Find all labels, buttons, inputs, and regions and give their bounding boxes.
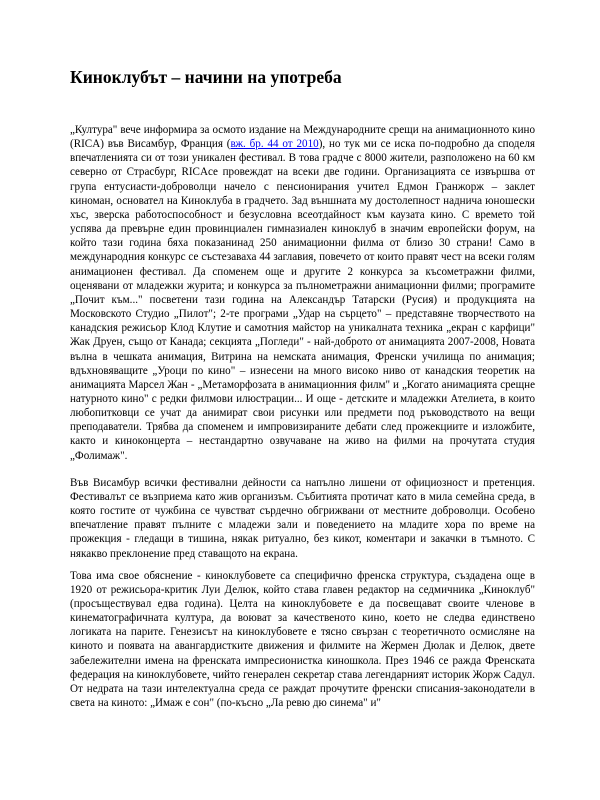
paragraph-1-text-rest: ), но тук ми се иска по-подробно да споделя впечатленията си от този уникален фестивал. В това градче с 8000 жители, разположено на 60 км северно от Страсбург, RICAсе провеждат на всеки две години. Организацията се извършва от група ентусиасти-доброволци начело с пенсионирания учител Едмон Гранжорж – заклет киноман, основател на Киноклуба в градчето. Зад външната му достолепност надничa юношески хъс, зверска работоспособност и безусловна всеотдайност към каузата кино. С времето той успява да превърне един провинциален гимназиален киноклуб в значим европейски форум, на който тази година бяха показанинад 250 анимационни филма от близо 30 страни! Само в международния конкурс се състезаваха 44 заглавия, повечето от които правят чест на всеки голям анимационен фестивал. Да споменем още и другите 2 конкурса за късометражни филми, оценявани от младежки журита; и конкурса за пълнометражни анимационни филми; програмите „Почит към..." посветени тази година на Александър Татарски (Русия) и продукцията на Московското Студио „Пилот"; 2-те програми „Удар на сърцето" – представяне творчеството на канадския режисьор Клод Клутие и самотния майстор на уникалната техника „екран с карфици" Жак Друен, също от Канада; секцията „Погледи" - най-доброто от анимацията 2007-2008, Новата вълна в чешката анимация, Витрина на немската анимация, Френски училища по анимация; вдъхновяващите „Уроци по кино" – изнесени на много високо ниво от канадския теоретик на анимацията Марсел Жан - „Метаморфозата в анимационния филм" и „Когато анимацията срещне натурното кино" с редки филмови илюстрации... И още - детските и младежки Ателиета, в които любопитковци се учат да анимират свои рисунки или предмети под ръководството на вещи преподаватели. Трябва да споменем и импровизираните дебати след прожекциите и изложбите, както и киноконцерта – нестандартно озвучаване на живо на филми на прочутата студия „Фолимаж". xyxy=(70,138,536,462)
issue-reference-link[interactable]: вж. бр. 44 от 2010 xyxy=(230,138,319,151)
article-body xyxy=(70,123,535,710)
paragraph-1 xyxy=(70,123,535,463)
paragraph-3: Това има свое обяснение - киноклубовете са специфично френска структура, създадена още в 1920 от режисьора-критик Луи Делюк, който става главен редактор на седмичника „Киноклуб" (просъществувал едва година). Целта на киноклубовете е да посвещават своите членове в кинематографичната култура, да воюват за качественото кино, което не следва единствено логиката на парите. Генезисът на киноклубовете е тясно свързан с теоретичното осмисляне на киното и появата на авангардистките движения и филмите на Жермен Дюлак и Делюк, двете забележителни имена на френската импресионистка киношкола. През 1946 се ражда Френската федерация на киноклубовете, чийто генерален секретар става легендарният историк Жорж Садул. От недрата на тази интелектуална среда се раждат прочутите френски списания-законодатели в света на киното: „Имаж е сон" (по-късно „Ла ревю дю синема" и" xyxy=(70,569,535,710)
paragraph-1-text-start: „Култура" вече информира за осмото издание на Международните срещи на анимационното кино (RICA) във Висамбур, Франция ( xyxy=(70,124,535,151)
article-title: Киноклубът – начини на употреба xyxy=(70,67,342,87)
paragraph-2: Във Висамбур всички фестивални дейности са напълно лишени от официозност и претенция. Фестивалът се възприема като жив организъм. Събитията протичат като в мила семейна среда, в която гостите от чужбина се чувстват сърдечно обгрижвани от местните доброволци. Особено впечатление правят пълните с младежи зали и поведението на младите хора по време на прожекция - гледащи в тишина, някак ритуално, без кикот, коментари и закачки в тъмното. С някакво преклонение пред ставащото на екрана. xyxy=(70,476,535,560)
